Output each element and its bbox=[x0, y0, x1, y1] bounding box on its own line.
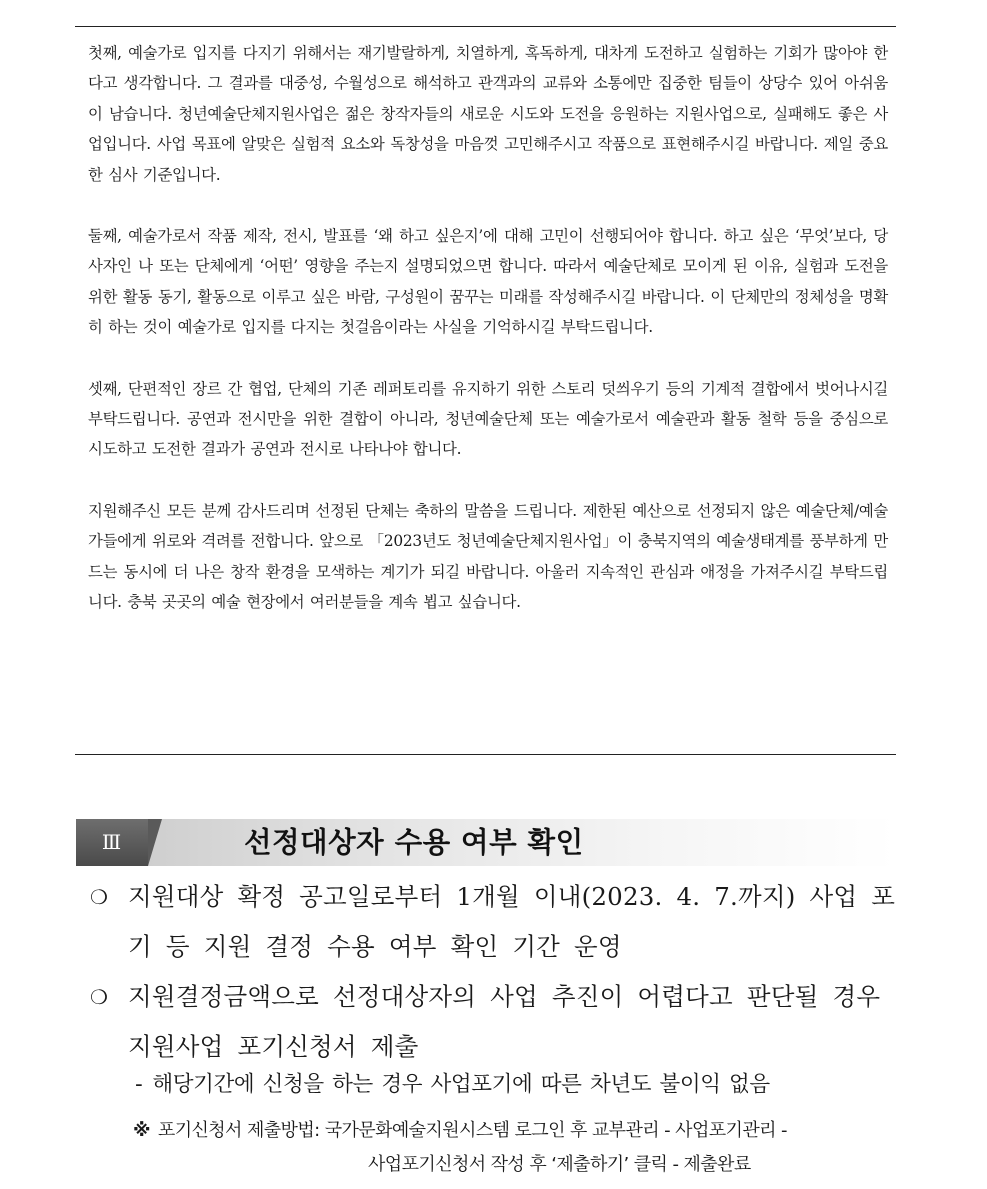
section-header bbox=[76, 819, 896, 866]
sub-item-text: 해당기간에 신청을 하는 경우 사업포기에 따른 차년도 불이익 없음 bbox=[152, 1072, 770, 1097]
dash-mark: - bbox=[135, 1072, 143, 1097]
bullet-text: 지원결정금액으로 선정대상자의 사업 추진이 어렵다고 판단될 경우 지원사업 포기신청서 제출 bbox=[128, 982, 881, 1061]
bullet-text: 지원대상 확정 공고일로부터 1개월 이내(2023. 4. 7.까지) 사업 포기 등 지원 결정 수용 여부 확인 기간 운영 bbox=[128, 882, 896, 961]
section-number: Ⅲ bbox=[101, 830, 123, 854]
paragraph-second: 둘째, 예술가로서 작품 제작, 전시, 발표를 ‘왜 하고 싶은지’에 대해 고민이 선행되어야 합니다. 하고 싶은 ‘무엇’보다, 당사자인 나 또는 단체에게 ‘어떤’ 영향을 주는지 설명되었으면 합니다. 따라서 예술단체로 모이게 된 이유, 실험과 도전을 위한 활동 동기, 활동으로 이루고 싶은 바람, 구성원이 꿈꾸는 미래를 작성해주시길 바랍니다. 이 단체만의 정체성을 명확히 하는 것이 예술가로 입지를 다지는 첫걸음이라는 사실을 기억하시길 부탁드립니다. bbox=[88, 227, 888, 337]
paragraph-third: 셋째, 단편적인 장르 간 협업, 단체의 기존 레퍼토리를 유지하기 위한 스토리 덧씌우기 등의 기계적 결합에서 벗어나시길 부탁드립니다. 공연과 전시만을 위한 결합이 아니라, 청년예술단체 또는 예술가로서 예술관과 활동 철학 등을 중심으로 시도하고 도전한 결과가 공연과 전시로 나타나야 합니다. bbox=[88, 379, 888, 459]
box-top-rule bbox=[75, 26, 896, 27]
paragraph-closing: 지원해주신 모든 분께 감사드리며 선정된 단체는 축하의 말씀을 드립니다. 제한된 예산으로 선정되지 않은 예술단체/예술가들에게 위로와 격려를 전합니다. 앞으로 「2023년도 청년예술단체지원사업」이 충북지역의 예술생태계를 풍부하게 만드는 동시에 더 나은 창작 환경을 모색하는 계기가 되길 바랍니다. 아울러 지속적인 관심과 애정을 가져주시길 부탁드립니다. 충북 곳곳의 예술 현장에서 여러분들을 계속 뵙고 싶습니다. bbox=[88, 501, 888, 612]
list-item bbox=[90, 972, 914, 1072]
circle-bullet-icon: ❍ bbox=[90, 985, 109, 1009]
section-title-band bbox=[148, 819, 896, 866]
note-line-2: 사업포기신청서 작성 후 ‘제출하기’ 클릭 - 제출완료 bbox=[368, 1154, 751, 1175]
circle-bullet-icon: ❍ bbox=[90, 885, 109, 909]
section-number-badge bbox=[76, 819, 148, 866]
note-line-1: 포기신청서 제출방법: 국가문화예술지원시스템 로그인 후 교부관리 - 사업포기관리 - bbox=[157, 1120, 787, 1141]
section-title: 선정대상자 수용 여부 확인 bbox=[244, 826, 584, 859]
reference-mark-icon: ※ bbox=[133, 1120, 150, 1141]
box-bottom-rule bbox=[75, 754, 896, 755]
review-comments-box bbox=[88, 38, 888, 649]
sub-item bbox=[135, 1066, 770, 1104]
bullet-list bbox=[90, 872, 920, 1072]
paragraph-first: 첫째, 예술가로 입지를 다지기 위해서는 재기발랄하게, 치열하게, 혹독하게, 대차게 도전하고 실험하는 기회가 많아야 한다고 생각합니다. 그 결과를 대중성, 수월성으로 해석하고 관객과의 교류와 소통에만 집중한 팀들이 상당수 있어 아쉬움이 남습니다. 청년예술단체지원사업은 젊은 창작자들의 새로운 시도와 도전을 응원하는 지원사업으로, 실패해도 좋은 사업입니다. 사업 목표에 알맞은 실험적 요소와 독창성을 마음껏 고민해주시고 작품으로 표현해주시길 바랍니다. 제일 중요한 심사 기준입니다. bbox=[88, 44, 888, 184]
note bbox=[133, 1114, 923, 1182]
list-item bbox=[90, 872, 914, 972]
